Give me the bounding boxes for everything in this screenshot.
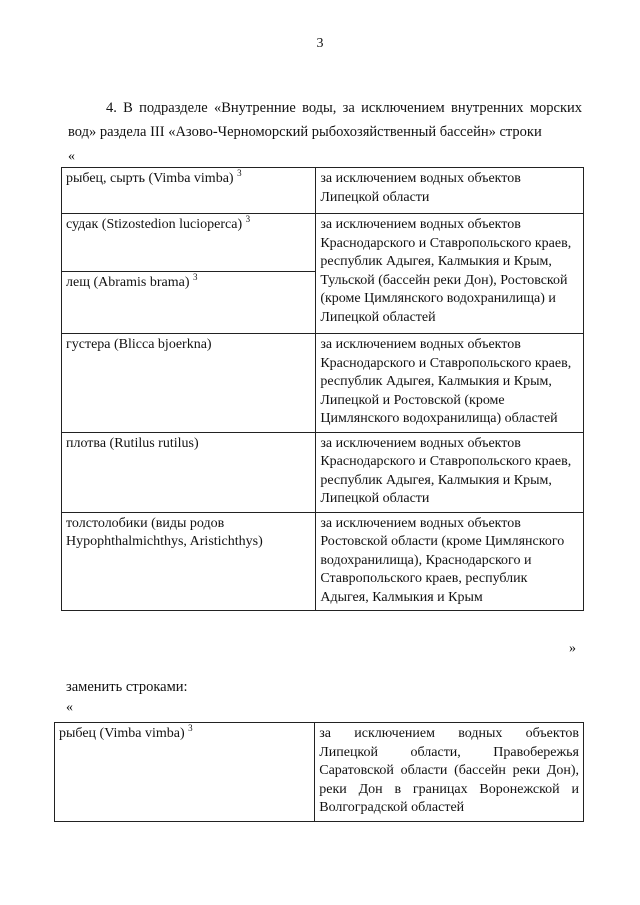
exclusion-cell: за исключением водных объектов Краснодарского и Ставропольского краев, республик Адыгея, Калмыкия и Крым, Тульской (бассейн реки Дон), Ростовской (кроме Цимлянского водохранилища) и Липецкой областей: [316, 214, 584, 334]
old-rows-table: [61, 167, 584, 611]
amendment-paragraph: 4. В подразделе «Внутренние воды, за исключением внутренних морских вод» раздела III «Азово-Черноморский рыбохозяйственный бассейн» строки: [68, 100, 582, 140]
footnote-mark: 3: [193, 272, 198, 282]
footnote-mark: 3: [237, 168, 242, 178]
table-row: [62, 432, 584, 512]
species-name: судак (Stizostedion lucioperca): [66, 217, 243, 232]
species-name: лещ (Abramis brama): [66, 275, 190, 290]
new-rows-table: [54, 722, 584, 822]
replace-label: заменить строками:: [66, 679, 188, 695]
table-row: [62, 168, 584, 214]
page-number: 3: [316, 36, 324, 51]
species-cell: [62, 272, 316, 334]
species-cell: плотва (Rutilus rutilus): [62, 432, 316, 512]
species-name: рыбец, сырть (Vimba vimba): [66, 171, 234, 186]
opening-quote: «: [66, 700, 73, 715]
species-cell: [62, 214, 316, 272]
footnote-mark: 3: [245, 214, 251, 224]
species-name: рыбец (Vimba vimba): [59, 726, 185, 741]
table-row: [55, 723, 584, 822]
species-cell: толстолобики (виды родов Hypophthalmichthys, Aristichthys): [62, 512, 316, 611]
closing-quote: »: [569, 641, 576, 656]
exclusion-cell: за исключением водных объектов Липецкой области, Правобережья Саратовской области (бассейн реки Дон), реки Дон в границах Воронежской и Волгоградской областей: [315, 723, 584, 822]
table-row: [62, 214, 584, 272]
species-cell: [55, 723, 315, 822]
table-row: [62, 512, 584, 611]
footnote-mark: 3: [188, 723, 193, 733]
opening-quote: «: [68, 149, 75, 164]
species-cell: [62, 168, 316, 214]
exclusion-cell: за исключением водных объектов Ростовской области (кроме Цимлянского водохранилища), Краснодарского и Ставропольского краев, республик Адыгея, Калмыкия и Крым: [316, 512, 584, 611]
exclusion-cell: за исключением водных объектов Краснодарского и Ставропольского краев, республик Адыгея, Калмыкия и Крым, Липецкой и Ростовской (кроме Цимлянского водохранилища) областей: [316, 334, 584, 433]
species-cell: густера (Blicca bjoerkna): [62, 334, 316, 433]
table-row: [62, 334, 584, 433]
exclusion-cell: за исключением водных объектов Липецкой области: [316, 168, 584, 214]
exclusion-cell: за исключением водных объектов Краснодарского и Ставропольского краев, республик Адыгея, Калмыкия и Крым, Липецкой области: [316, 432, 584, 512]
